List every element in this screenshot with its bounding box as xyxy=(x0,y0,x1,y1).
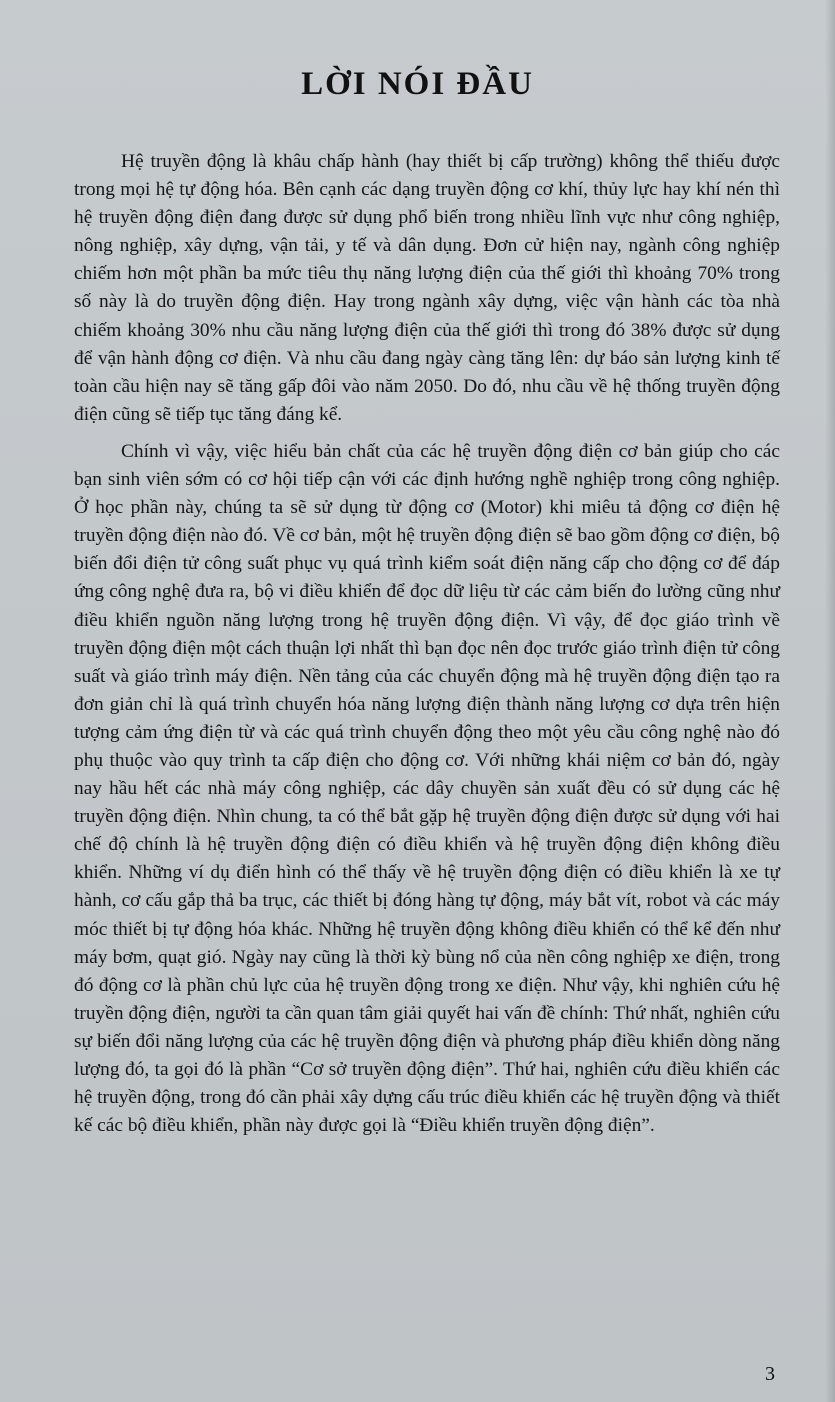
body-text xyxy=(74,148,780,1140)
paragraph-1: Hệ truyền động là khâu chấp hành (hay thiết bị cấp trường) không thể thiếu được trong mọi hệ tự động hóa. Bên cạnh các dạng truyền động cơ khí, thủy lực hay khí nén thì hệ truyền động điện đang được sử dụng phổ biến trong nhiều lĩnh vực như công nghiệp, nông nghiệp, xây dựng, vận tải, y tế và dân dụng. Đơn cử hiện nay, ngành công nghiệp chiếm hơn một phần ba mức tiêu thụ năng lượng điện của thế giới thì khoảng 70% trong số này là do truyền động điện. Hay trong ngành xây dựng, việc vận hành các tòa nhà chiếm khoảng 30% nhu cầu năng lượng điện của thế giới thì trong đó 38% được sử dụng để vận hành động cơ điện. Và nhu cầu đang ngày càng tăng lên: dự báo sản lượng kinh tế toàn cầu hiện nay sẽ tăng gấp đôi vào năm 2050. Do đó, nhu cầu về hệ thống truyền động điện cũng sẽ tiếp tục tăng đáng kể. xyxy=(74,151,780,425)
page-edge-shadow xyxy=(825,0,835,1402)
paragraph-2: Chính vì vậy, việc hiểu bản chất của các hệ truyền động điện cơ bản giúp cho các bạn sinh viên sớm có cơ hội tiếp cận với các định hướng nghề nghiệp trong công nghiệp. Ở học phần này, chúng ta sẽ sử dụng từ động cơ (Motor) khi miêu tả động cơ điện hệ truyền động điện nào đó. Về cơ bản, một hệ truyền động điện sẽ bao gồm động cơ điện, bộ biến đổi điện tử công suất phục vụ quá trình kiểm soát điện năng cấp cho động cơ để đáp ứng công nghệ đưa ra, bộ vi điều khiển để đọc dữ liệu từ các cảm biến đo lường cũng như điều khiển nguồn năng lượng trong hệ truyền động điện. Vì vậy, để đọc giáo trình về truyền động điện một cách thuận lợi nhất thì bạn đọc nên đọc trước giáo trình điện tử công suất và giáo trình máy điện. Nền tảng của các chuyển động mà hệ truyền động điện tạo ra đơn giản chỉ là quá trình chuyển hóa năng lượng điện thành năng lượng cơ dựa trên hiện tượng cảm ứng điện từ và các quá trình chuyển động theo một yêu cầu công nghệ nào đó phụ thuộc vào quy trình ta cấp điện cho động cơ. Với những khái niệm cơ bản đó, ngày nay hầu hết các nhà máy công nghiệp, các dây chuyền sản xuất đều có sử dụng các hệ truyền động điện. Nhìn chung, ta có thể bắt gặp hệ truyền động điện được sử dụng với hai chế độ chính là hệ truyền động điện có điều khiển và hệ truyền động điện không điều khiển. Những ví dụ điển hình có thể thấy về hệ truyền động điện có điều khiển là xe tự hành, cơ cấu gắp thả ba trục, các thiết bị đóng hàng tự động, máy bắt vít, robot và các máy móc thiết bị tự động hóa khác. Những hệ truyền động không điều khiển có thể kể đến như máy bơm, quạt gió. Ngày nay cũng là thời kỳ bùng nổ của nền công nghiệp xe điện, trong đó động cơ là phần chủ lực của hệ truyền động trong xe điện. Như vậy, khi nghiên cứu hệ truyền động điện, người ta cần quan tâm giải quyết hai vấn đề chính: Thứ nhất, nghiên cứu sự biến đổi năng lượng của các hệ truyền động điện và phương pháp điều khiển dòng năng lượng đó, ta gọi đó là phần “Cơ sở truyền động điện”. Thứ hai, nghiên cứu điều khiển các hệ truyền động, trong đó cần phải xây dựng cấu trúc điều khiển các hệ truyền động và thiết kế các bộ điều khiển, phần này được gọi là “Điều khiển truyền động điện”. xyxy=(74,440,780,1137)
page-title: LỜI NÓI ĐẦU xyxy=(301,66,534,102)
page-number: 3 xyxy=(765,1363,775,1385)
